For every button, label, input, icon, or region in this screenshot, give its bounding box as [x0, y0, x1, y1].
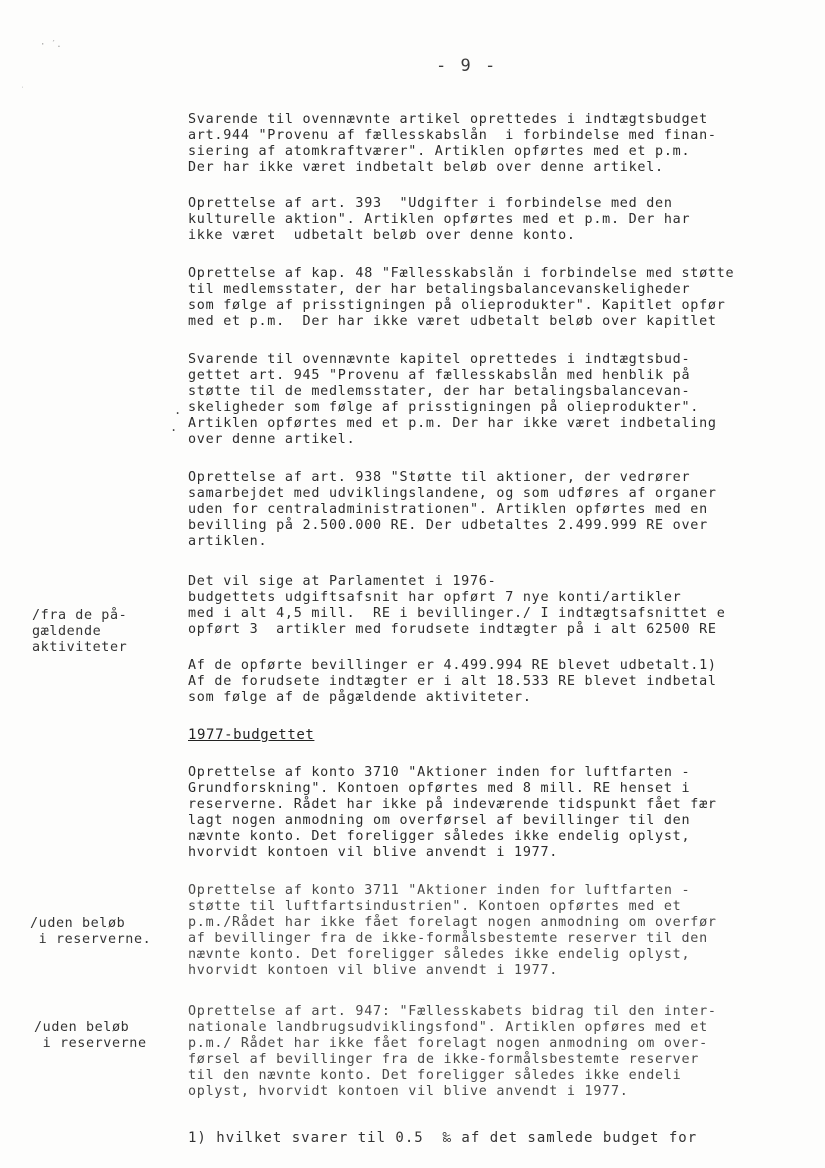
- paragraph-art-938: Oprettelse af art. 938 "Støtte til aktioner, der vedrører samarbejdet med udviklingslandene, og som udføres af organer uden for centraladministrationen". Artiklen opførtes med en bevilling på 2.500.000 RE. Der udbetaltes 2.499.999 RE over artiklen.: [188, 470, 717, 549]
- margin-note-reserves-2: /uden beløb i reserverne: [34, 1020, 147, 1051]
- scan-dot-mark: .: [174, 403, 182, 417]
- paragraph-konto-3710: Oprettelse af konto 3710 "Aktioner inden for luftfarten - Grundforskning". Kontoen opførtes med 8 mill. RE henset i reserverne. Rådet har ikke på indeværende tidspunkt fået fær lagt nogen anmodning om overførsel af bevillinger til den nævnte konto. Det foreligger således ikke endelig oplyst, hvorvidt kontoen vil blive anvendt i 1977.: [188, 765, 717, 860]
- paragraph-konto-3711: Oprettelse af konto 3711 "Aktioner inden for luftfarten - støtte til luftfartsindustrien". Kontoen opførtes med et p.m./Rådet har ikke fået forelagt nogen anmodning om overfør af bevillinger fra de ikke-formålsbestemte reserver til den nævnte konto. Det foreligger således ikke endelig oplyst, hvorvidt kontoen vil blive anvendt i 1977.: [188, 883, 717, 978]
- scan-dot-mark: .: [170, 420, 178, 434]
- section-heading: 1977-budgettet: [188, 727, 315, 743]
- page-number: - 9 -: [436, 56, 498, 76]
- paragraph-art-393: Oprettelse af art. 393 "Udgifter i forbindelse med den kulturelle aktion". Artiklen opførtes med et p.m. Der har ikke været udbetalt beløb over denne konto.: [188, 196, 691, 243]
- paragraph-parliament-summary: Det vil sige at Parlamentet i 1976- budgettets udgiftsafsnit har opført 7 nye konti/artikler med i alt 4,5 mill. RE i bevillinger./ I indtægtsafsnittet e opført 3 artikler med forudsete indtægter på i alt 62500 RE: [188, 574, 726, 637]
- paragraph-payments-summary: Af de opførte bevillinger er 4.499.994 RE blevet udbetalt.1) Af de forudsete indtægter er i alt 18.533 RE blevet indbetal som følge af de pågældende aktiviteter.: [188, 658, 717, 705]
- paragraph-art-944: Svarende til ovennævnte artikel oprettedes i indtægtsbudget art.944 "Provenu af fællesskabslån i forbindelse med finan- siering af atomkraftværer". Artiklen opførtes med et p.m. Der har ikke været indbetalt beløb over denne artikel.: [188, 112, 717, 175]
- paragraph-art-947: Oprettelse af art. 947: "Fællesskabets bidrag til den inter- nationale landbrugsudviklingsfond". Artiklen opføres med et p.m./ Rådet har ikke fået forelagt nogen anmodning om over- førsel af bevillinger fra de ikke-formålsbestemte reserver til den nævnte konto. Det foreligger således ikke endeli oplyst, hvorvidt kontoen vil blive anvendt i 1977.: [188, 1004, 717, 1099]
- scan-speck-mark: ˙: [20, 86, 25, 95]
- paragraph-art-945: Svarende til ovennævnte kapitel oprettedes i indtægtsbud- gettet art. 945 "Provenu af fællesskabslån med henblik på støtte til de medlemsstater, der har betalingsbalancevan- skeligheder som følge af prisstigningen på olieprodukter". Artiklen opførtes med et p.m. Der har ikke været indbetaling over denne artikel.: [188, 352, 717, 447]
- margin-note-activities: /fra de på- gældende aktiviteter: [32, 608, 128, 655]
- scan-speck-mark: · ˊ.: [40, 40, 62, 50]
- footnote: 1) hvilket svarer til 0.5 ‰ af det samlede budget for: [188, 1130, 698, 1146]
- paragraph-kap-48: Oprettelse af kap. 48 "Fællesskabslån i forbindelse med støtte til medlemsstater, der har betalingsbalancevanskeligheder som følge af prisstigningen på olieprodukter". Kapitlet opfør med et p.m. Der har ikke været udbetalt beløb over kapitlet: [188, 266, 735, 329]
- margin-note-reserves-1: /uden beløb i reserverne.: [30, 916, 152, 947]
